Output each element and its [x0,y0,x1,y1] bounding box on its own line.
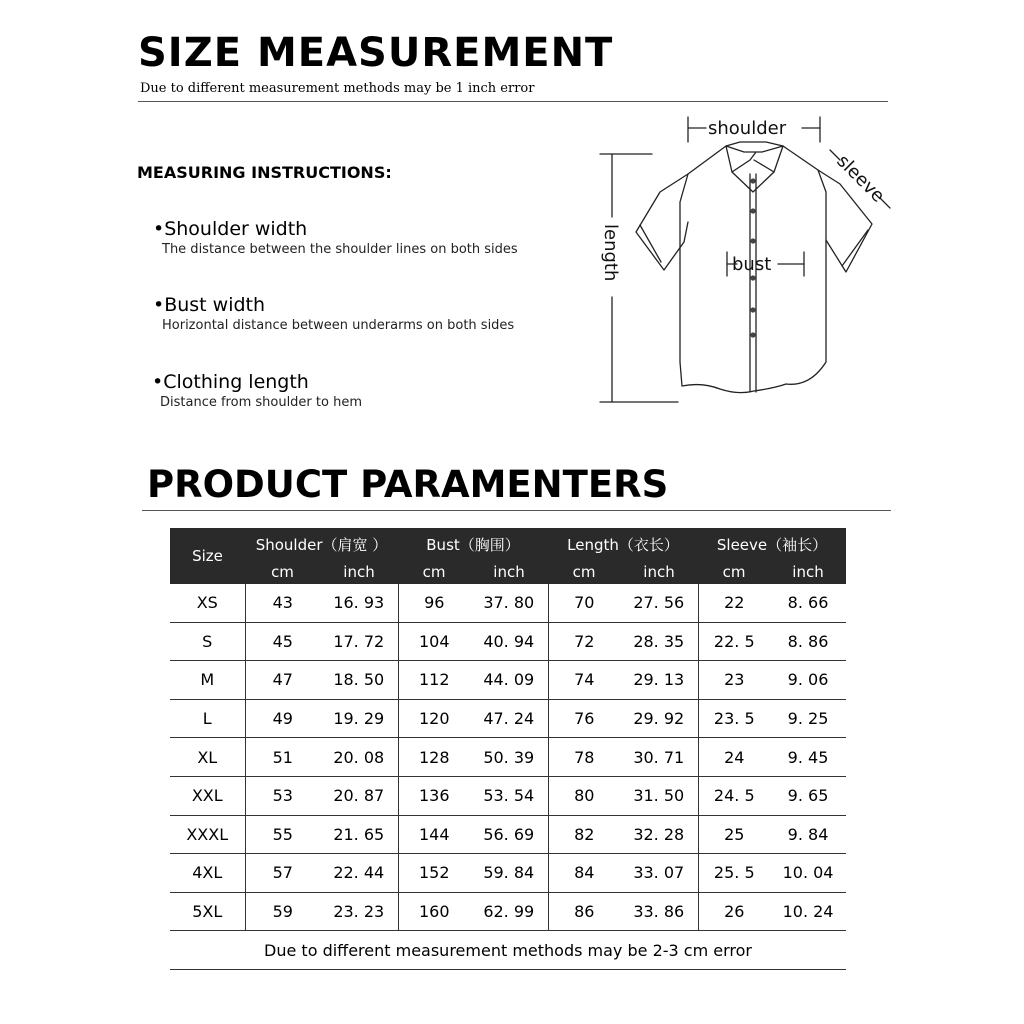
divider [138,101,888,102]
unit-header: inch [470,560,548,584]
value-cell: 8. 66 [770,584,846,622]
size-cell: M [170,661,245,700]
unit-header: inch [770,560,846,584]
page-title: SIZE MEASUREMENT [138,30,614,76]
measurement-note: Due to different measurement methods may be 1 inch error [140,81,535,96]
value-cell: 23. 23 [320,892,398,931]
value-cell: 23 [698,661,770,700]
value-cell: 20. 08 [320,738,398,777]
shirt-diagram [590,112,900,412]
value-cell: 44. 09 [470,661,548,700]
length-label: length [600,224,621,282]
value-cell: 76 [548,699,620,738]
size-cell: L [170,699,245,738]
table-row [170,776,846,815]
size-cell: S [170,622,245,661]
value-cell: 28. 35 [620,622,698,661]
value-cell: 82 [548,815,620,854]
size-cell: XXXL [170,815,245,854]
value-cell: 49 [245,699,320,738]
size-cell: 4XL [170,854,245,893]
value-cell: 104 [398,622,470,661]
instruction-desc: Horizontal distance between underarms on both sides [162,318,515,333]
value-cell: 45 [245,622,320,661]
value-cell: 22 [698,584,770,622]
value-cell: 47 [245,661,320,700]
value-cell: 10. 04 [770,854,846,893]
bust-label: bust [732,254,772,275]
instruction-desc: The distance between the shoulder lines on both sides [162,242,518,257]
value-cell: 24 [698,738,770,777]
value-cell: 57 [245,854,320,893]
table-row [170,622,846,661]
value-cell: 33. 07 [620,854,698,893]
value-cell: 20. 87 [320,776,398,815]
bust-header: Bust（胸围） [398,528,548,560]
instruction-bust [153,294,514,333]
size-header: Size [170,528,245,584]
value-cell: 26 [698,892,770,931]
size-rows [170,584,846,931]
instruction-desc: Distance from shoulder to hem [160,395,362,410]
unit-header: inch [620,560,698,584]
value-cell: 59 [245,892,320,931]
value-cell: 24. 5 [698,776,770,815]
value-cell: 74 [548,661,620,700]
unit-header: cm [398,560,470,584]
unit-header: cm [698,560,770,584]
instruction-shoulder [153,218,518,257]
value-cell: 18. 50 [320,661,398,700]
table-footnote: Due to different measurement methods may be 2-3 cm error [170,931,846,970]
unit-header: cm [548,560,620,584]
value-cell: 59. 84 [470,854,548,893]
value-cell: 86 [548,892,620,931]
value-cell: 70 [548,584,620,622]
value-cell: 96 [398,584,470,622]
table-row [170,738,846,777]
value-cell: 16. 93 [320,584,398,622]
value-cell: 128 [398,738,470,777]
value-cell: 21. 65 [320,815,398,854]
value-cell: 51 [245,738,320,777]
unit-header: cm [245,560,320,584]
value-cell: 9. 84 [770,815,846,854]
value-cell: 84 [548,854,620,893]
value-cell: 29. 13 [620,661,698,700]
instruction-title: •Bust width [153,294,266,316]
value-cell: 53 [245,776,320,815]
instruction-title: •Clothing length [152,371,309,393]
value-cell: 120 [398,699,470,738]
value-cell: 50. 39 [470,738,548,777]
size-cell: XL [170,738,245,777]
table-row [170,699,846,738]
value-cell: 32. 28 [620,815,698,854]
unit-header: inch [320,560,398,584]
value-cell: 33. 86 [620,892,698,931]
value-cell: 144 [398,815,470,854]
table-row [170,815,846,854]
divider [142,510,891,511]
shoulder-header: Shoulder（肩宽 ） [245,528,398,560]
size-cell: 5XL [170,892,245,931]
value-cell: 8. 86 [770,622,846,661]
value-cell: 22. 5 [698,622,770,661]
value-cell: 40. 94 [470,622,548,661]
table-row [170,854,846,893]
value-cell: 9. 45 [770,738,846,777]
size-cell: XS [170,584,245,622]
value-cell: 29. 92 [620,699,698,738]
instruction-length [152,371,362,410]
value-cell: 19. 29 [320,699,398,738]
value-cell: 17. 72 [320,622,398,661]
table-row [170,892,846,931]
size-cell: XXL [170,776,245,815]
value-cell: 43 [245,584,320,622]
value-cell: 78 [548,738,620,777]
value-cell: 27. 56 [620,584,698,622]
parameters-heading: PRODUCT PARAMENTERS [147,463,669,506]
value-cell: 9. 65 [770,776,846,815]
value-cell: 22. 44 [320,854,398,893]
table-row [170,661,846,700]
value-cell: 80 [548,776,620,815]
sleeve-header: Sleeve（袖长） [698,528,846,560]
value-cell: 25 [698,815,770,854]
value-cell: 9. 06 [770,661,846,700]
value-cell: 25. 5 [698,854,770,893]
length-header: Length（衣长） [548,528,698,560]
value-cell: 72 [548,622,620,661]
value-cell: 37. 80 [470,584,548,622]
value-cell: 53. 54 [470,776,548,815]
value-cell: 10. 24 [770,892,846,931]
value-cell: 112 [398,661,470,700]
sleeve-label: sleeve [832,150,889,207]
value-cell: 30. 71 [620,738,698,777]
value-cell: 55 [245,815,320,854]
value-cell: 47. 24 [470,699,548,738]
value-cell: 56. 69 [470,815,548,854]
value-cell: 31. 50 [620,776,698,815]
value-cell: 9. 25 [770,699,846,738]
instructions-heading: MEASURING INSTRUCTIONS: [137,163,392,182]
value-cell: 160 [398,892,470,931]
value-cell: 23. 5 [698,699,770,738]
instruction-title: •Shoulder width [153,218,308,240]
shoulder-label: shoulder [708,118,787,139]
table-row [170,584,846,622]
size-table [170,528,846,970]
value-cell: 152 [398,854,470,893]
value-cell: 62. 99 [470,892,548,931]
value-cell: 136 [398,776,470,815]
